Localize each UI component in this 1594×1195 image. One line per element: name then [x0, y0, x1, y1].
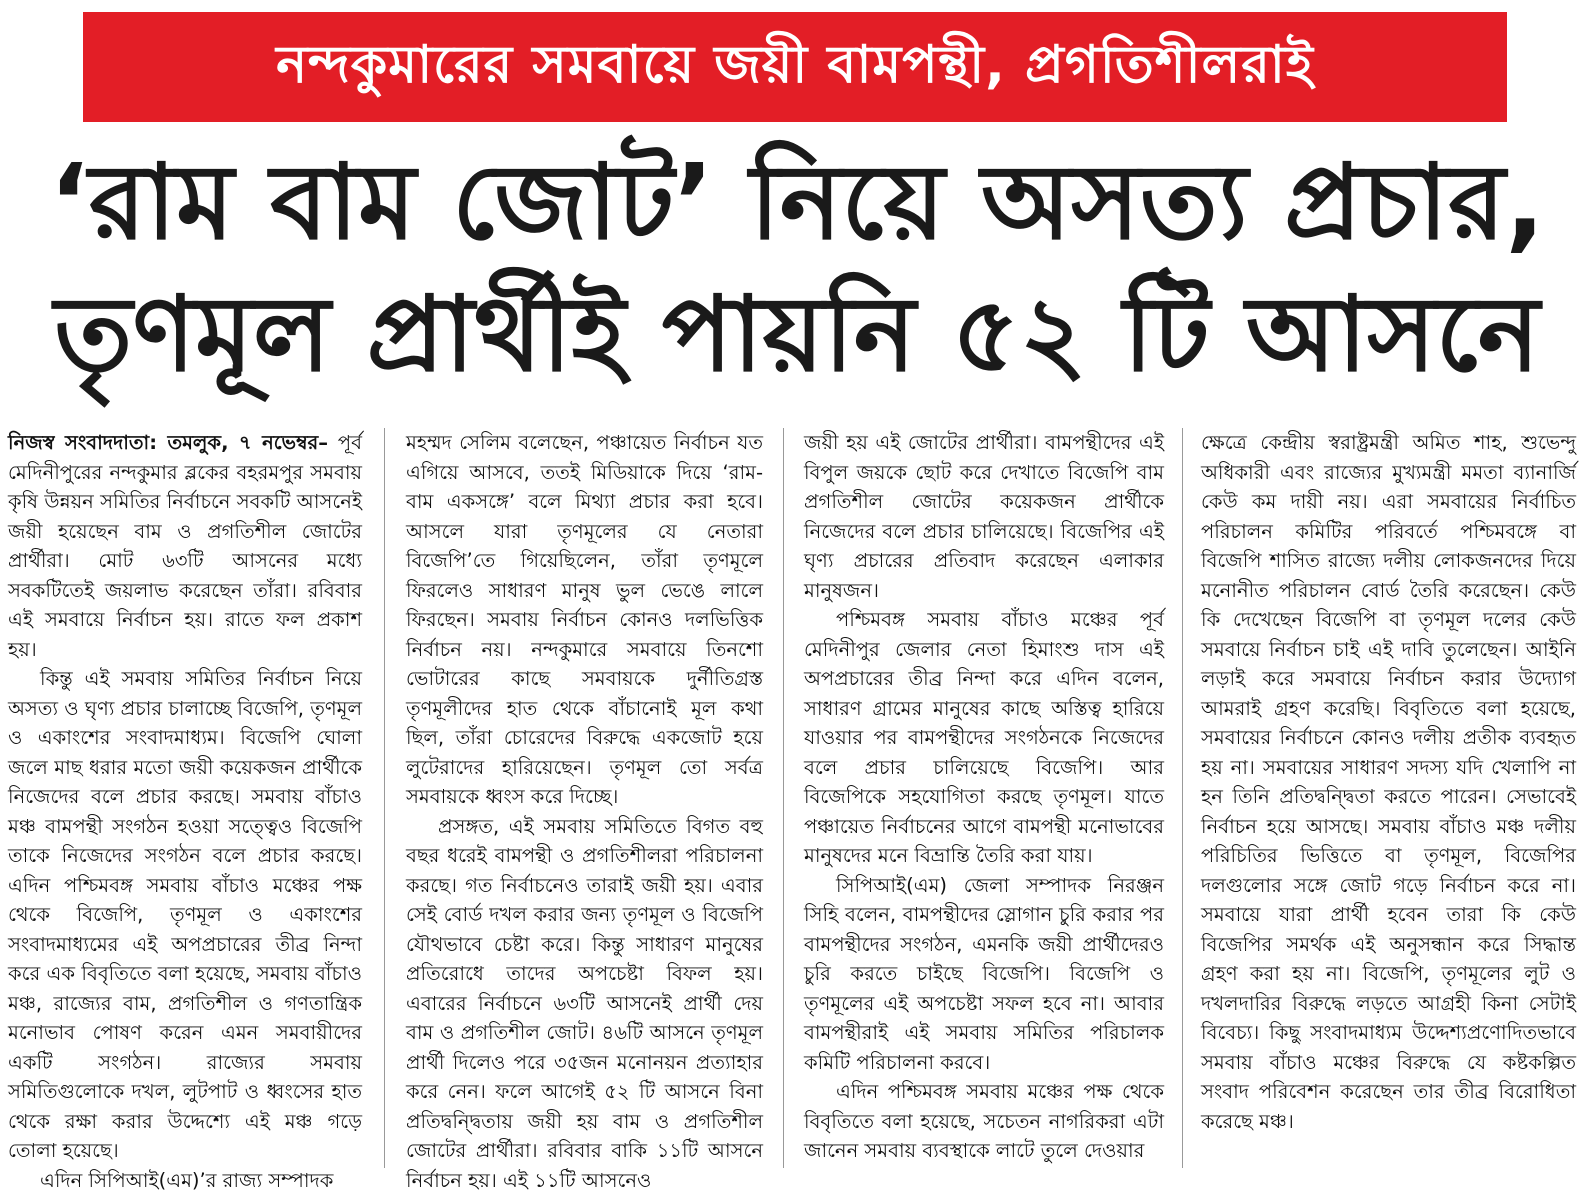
- paragraph-text: পূর্ব মেদিনীপুরের নন্দকুমার ব্লকের বহরমপুর সমবায় কৃষি উন্নয়ন সমিতির নির্বাচনে সবকটি আসনেই জয়ী হয়েছেন বাম ও প্রগতিশীল জোটের প্রার্থীরা। মোট ৬৩টি আসনের মধ্যে সবকটিতেই জয়লাভ করেছেন তাঁরা। রবিবার এই সমবায়ে নির্বাচন হয়। রাতে ফল প্রকাশ হয়।: [8, 431, 362, 661]
- article-body: [8, 428, 1588, 1170]
- kicker-text: নন্দকুমারের সমবায়ে জয়ী বামপন্থী, প্রগতিশীলরাই: [276, 24, 1314, 111]
- column-divider: [1182, 428, 1183, 1168]
- article-paragraph: প্রসঙ্গত, এই সমবায় সমিতিতে বিগত বহু বছর ধরেই বামপন্থী ও প্রগতিশীলরা পরিচালনা করছে। গত নির্বাচনেও তারাই জয়ী হয়। এবার সেই বোর্ড দখল করার জন্য তৃণমূল ও বিজেপি যৌথভাবে চেষ্টা করে। কিন্তু সাধারণ মানুষের প্রতিরোধে তাদের অপচেষ্টা বিফল হয়। এবারের নির্বাচনে ৬৩টি আসনেই প্রার্থী দেয় বাম ও প্রগতিশীল জোট। ৪৬টি আসনে তৃণমূল প্রার্থী দিলেও পরে ৩৫জন মনোনয়ন প্রত্যাহার করে নেন। ফলে আগেই ৫২ টি আসনে বিনা প্রতিদ্বন্দ্বিতায় জয়ী হয় বাম ও প্রগতিশীল জোটের প্রার্থীরা। রবিবার বাকি ১১টি আসনে নির্বাচন হয়। এই ১১টি আসনেও: [406, 812, 763, 1195]
- headline-line-1: ‘রাম বাম জোট’ নিয়ে অসত্য প্রচার,: [30, 150, 1564, 254]
- article-paragraph: কিন্তু এই সমবায় সমিতির নির্বাচন নিয়ে অসত্য ও ঘৃণ্য প্রচার চালাচ্ছে বিজেপি, তৃণমূল ও একাংশের সংবাদমাধ্যম। বিজেপি ঘোলা জলে মাছ ধরার মতো জয়ী কয়েকজন প্রার্থীকে নিজেদের বলে প্রচার করছে। সমবায় বাঁচাও মঞ্চ বামপন্থী সংগঠন হওয়া সত্ত্বেও বিজেপি তাকে নিজেদের সংগঠন বলে প্রচার করছে। এদিন পশ্চিমবঙ্গ সমবায় বাঁচাও মঞ্চের পক্ষ থেকে বিজেপি, তৃণমূল ও একাংশের সংবাদমাধ্যমের এই অপপ্রচারের তীব্র নিন্দা করে এক বিবৃতিতে বলা হয়েছে, সমবায় বাঁচাও মঞ্চ, রাজ্যের বাম, প্রগতিশীল ও গণতান্ত্রিক মনোভাব পোষণ করেন এমন সমবায়ীদের একটি সংগঠন। রাজ্যের সমবায় সমিতিগুলোকে দখল, লুটপাট ও ধ্বংসের হাত থেকে রক্ষা করার উদ্দেশ্যে এই মঞ্চ গড়ে তোলা হয়েছে।: [8, 664, 362, 1166]
- article-paragraph: মহম্মদ সেলিম বলেছেন, পঞ্চায়েত নির্বাচন যত এগিয়ে আসবে, ততই মিডিয়াকে দিয়ে ‘রাম-বাম একসঙ্গে’ বলে মিথ্যা প্রচার করা হবে। আসলে যারা তৃণমূলের যে নেতারা বিজেপি’তে গিয়েছিলেন, তাঁরা তৃণমূলে ফিরলেও সাধারণ মানুষ ভুল ভেঙে লালে ফিরছেন। সমবায় নির্বাচন কোনও দলভিত্তিক নির্বাচন নয়। নন্দকুমারে সমবায়ে তিনশো ভোটারের কাছে সমবায়কে দুর্নীতিগ্রস্ত তৃণমূলীদের হাত থেকে বাঁচানোই মূল কথা ছিল, তাঁরা চোরেদের বিরুদ্ধে একজোট হয়ে লুটেরাদের হারিয়েছেন। তৃণমূল তো সর্বত্র সমবায়কে ধ্বংস করে দিচ্ছে।: [406, 428, 763, 812]
- column-divider: [783, 428, 784, 1168]
- article-column-4: [1201, 428, 1576, 1170]
- article-paragraph: পশ্চিমবঙ্গ সমবায় বাঁচাও মঞ্চের পূর্ব মেদিনীপুর জেলার নেতা হিমাংশু দাস এই অপপ্রচারের তীব্র নিন্দা করে এদিন বলেন, সাধারণ গ্রামের মানুষের কাছে অস্তিত্ব হারিয়ে যাওয়ার পর বামপন্থীদের সংগঠনকে নিজেদের বলে প্রচার চালিয়েছে বিজেপি। আর বিজেপিকে সহযোগিতা করছে তৃণমূল। যাতে পঞ্চায়েত নির্বাচনের আগে বামপন্থী মনোভাবের মানুষদের মনে বিভ্রান্তি তৈরি করা যায়।: [804, 605, 1164, 871]
- article-paragraph: জয়ী হয় এই জোটের প্রার্থীরা। বামপন্থীদের এই বিপুল জয়কে ছোট করে দেখাতে বিজেপি বাম প্রগতিশীল জোটের কয়েকজন প্রার্থীকে নিজেদের বলে প্রচার চালিয়েছে। বিজেপির এই ঘৃণ্য প্রচারের প্রতিবাদ করেছেন এলাকার মানুষজন।: [804, 428, 1164, 605]
- column-divider: [384, 428, 385, 1168]
- article-paragraph: এদিন পশ্চিমবঙ্গ সমবায় মঞ্চের পক্ষ থেকে বিবৃতিতে বলা হয়েছে, সচেতন নাগরিকরা এটা জানেন সমবায় ব্যবস্থাকে লাটে তুলে দেওয়ার: [804, 1077, 1164, 1166]
- article-paragraph: এদিন সিপিআই(এম)’র রাজ্য সম্পাদক: [8, 1166, 362, 1195]
- article-paragraph: সিপিআই(এম) জেলা সম্পাদক নিরঞ্জন সিহি বলেন, বামপন্থীদের স্লোগান চুরি করার পর বামপন্থীদের সংগঠন, এমনকি জয়ী প্রার্থীদেরও চুরি করতে চাইছে বিজেপি। বিজেপি ও তৃণমূলের এই অপচেষ্টা সফল হবে না। আবার বামপন্থীরাই এই সমবায় সমিতির পরিচালক কমিটি পরিচালনা করবে।: [804, 871, 1164, 1078]
- article-column-2: [406, 428, 763, 1170]
- article-column-1: [8, 428, 362, 1170]
- article-paragraph: [8, 428, 362, 664]
- article-column-3: [804, 428, 1164, 1170]
- kicker-banner: [83, 12, 1507, 122]
- byline: নিজস্ব সংবাদদাতা: তমলুক, ৭ নভেম্বর–: [8, 431, 328, 454]
- article-paragraph: ক্ষেত্রে কেন্দ্রীয় স্বরাষ্ট্রমন্ত্রী অমিত শাহ, শুভেন্দু অধিকারী এবং রাজ্যের মুখ্যমন্ত্রী মমতা ব্যানার্জি কেউ কম দায়ী নয়। এরা সমবায়ের নির্বাচিত পরিচালন কমিটির পরিবর্তে পশ্চিমবঙ্গে বা বিজেপি শাসিত রাজ্যে দলীয় লোকজনদের দিয়ে মনোনীত পরিচালন বোর্ড তৈরি করেছেন। কেউ কি দেখেছেন বিজেপি বা তৃণমূল দলের কেউ সমবায়ে নির্বাচন চাই এই দাবি তুলেছেন। আইনি লড়াই করে সমবায়ে নির্বাচন করার উদ্যোগ আমরাই গ্রহণ করেছি। বিবৃতিতে বলা হয়েছে, সমবায়ের নির্বাচনে কোনও দলীয় প্রতীক ব্যবহৃত হয় না। সমবায়ের সাধারণ সদস্য যদি খেলাপি না হন তিনি প্রতিদ্বন্দ্বিতা করতে পারেন। সেভাবেই নির্বাচন হয়ে আসছে। সমবায় বাঁচাও মঞ্চ দলীয় পরিচিতির ভিত্তিতে বা তৃণমূল, বিজেপির দলগুলোর সঙ্গে জোট গড়ে নির্বাচন করে না। সমবায়ে যারা প্রার্থী হবেন তারা কি কেউ বিজেপির সমর্থক এই অনুসন্ধান করে সিদ্ধান্ত গ্রহণ করা হয় না। বিজেপি, তৃণমূলের লুট ও দখলদারির বিরুদ্ধে লড়তে আগ্রহী কিনা সেটাই বিবেচ্য। কিছু সংবাদমাধ্যম উদ্দেশ্যপ্রণোদিতভাবে সমবায় বাঁচাও মঞ্চের বিরুদ্ধে যে কষ্টকল্পিত সংবাদ পরিবেশন করেছেন তার তীব্র বিরোধিতা করেছে মঞ্চ।: [1201, 428, 1576, 1136]
- headline-line-2: তৃণমূল প্রার্থীই পায়নি ৫২ টি আসনে: [30, 282, 1564, 386]
